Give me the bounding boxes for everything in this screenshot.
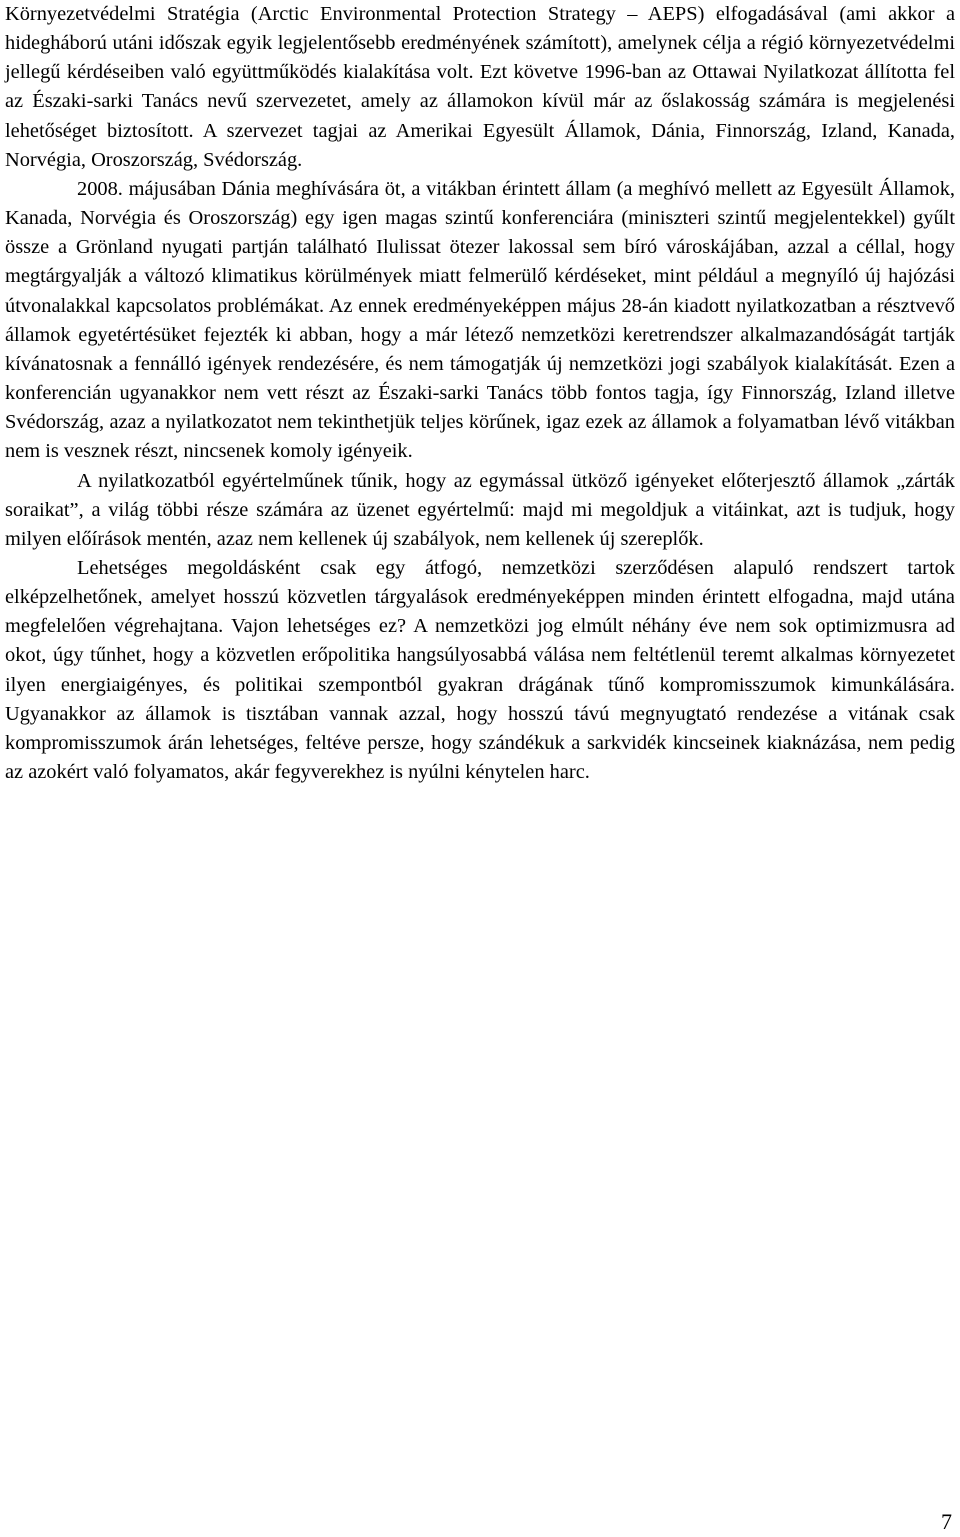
paragraph-ilulissat-conference: 2008. májusában Dánia meghívására öt, a vitákban érintett állam (a meghívó mellett az Egyesült Államok, Kanada, Norvégia és Oroszország) egy igen magas szintű konferenciára (miniszteri szintű megjelentekkel) gyűlt össze a Grönland nyugati partján található Ilulissat ötezer lakossal sem bíró városkájában, azzal a céllal, hogy megtárgyalják a változó klimatikus körülmények miatt felmerülő kérdéseket, mint például a megnyíló új hajózási útvonalakkal kapcsolatos problémákat. Az ennek eredményeképpen május 28-án kiadott nyilatkozatban a résztvevő államok egyetértésüket fejezték ki abban, hogy a már létező nemzetközi keretrendszer alkalmazandóságát tartják kívánatosnak a fennálló igények rendezésére, és nem támogatják új nemzetközi jogi szabályok kialakítását. Ezen a konferencián ugyanakkor nem vett részt az Északi-sarki Tanács több fontos tagja, így Finnország, Izland illetve Svédország, azaz a nyilatkozatot nem tekinthetjük teljes körűnek, igaz ezek az államok a folyamatban lévő vitákban nem is vesznek részt, nincsenek komoly igényeik. [5, 177, 955, 463]
document-page [5, 0, 955, 787]
paragraph-declaration-analysis: A nyilatkozatból egyértelműnek tűnik, hogy az egymással ütköző igényeket előterjesztő államok „zárták soraikat”, a világ többi része számára az üzenet egyértelmű: majd mi megoldjuk a vitáinkat, azt is tudjuk, hogy milyen előírások mentén, azaz nem kellenek új szabályok, nem kellenek új szereplők. [5, 469, 955, 550]
paragraph-possible-solution: Lehetséges megoldásként csak egy átfogó, nemzetközi szerződésen alapuló rendszert tartok elképzelhetőnek, amelyet hosszú közvetlen tárgyalások eredményeképpen minden érintett elfogadna, majd utána megfelelően végrehajtana. Vajon lehetséges ez? A nemzetközi jog elmúlt néhány éve nem sok optimizmusra ad okot, úgy tűnhet, hogy a közvetlen erőpolitika hangsúlyosabbá válása nem feltétlenül teremt alkalmas környezetet ilyen energiaigényes, és politikai szempontból gyakran drágának tűnő kompromisszumok kimunkálására. Ugyanakkor az államok is tisztában vannak azzal, hogy hosszú távú megnyugtató rendezése a vitának csak kompromisszumok árán lehetséges, feltéve persze, hogy szándékuk a sarkvidék kincseinek kiaknázása, nem pedig az azokért való folyamatos, akár fegyverekhez is nyúlni kénytelen harc. [5, 556, 955, 784]
paragraph-aeps: Környezetvédelmi Stratégia (Arctic Environmental Protection Strategy – AEPS) elfogadásával (ami akkor a hidegháború utáni időszak egyik legjelentősebb eredményének számított), amelynek célja a régió környezetvédelmi jellegű kérdéseiben való együttműködés kialakítása volt. Ezt követve 1996-ban az Ottawai Nyilatkozat állította fel az Északi-sarki Tanács nevű szervezetet, amely az államokon kívül már az őslakosság számára is megjelenési lehetőséget biztosított. A szervezet tagjai az Amerikai Egyesült Államok, Dánia, Finnország, Izland, Kanada, Norvégia, Oroszország, Svédország. [5, 3, 955, 171]
page-number: 7 [941, 1509, 952, 1534]
